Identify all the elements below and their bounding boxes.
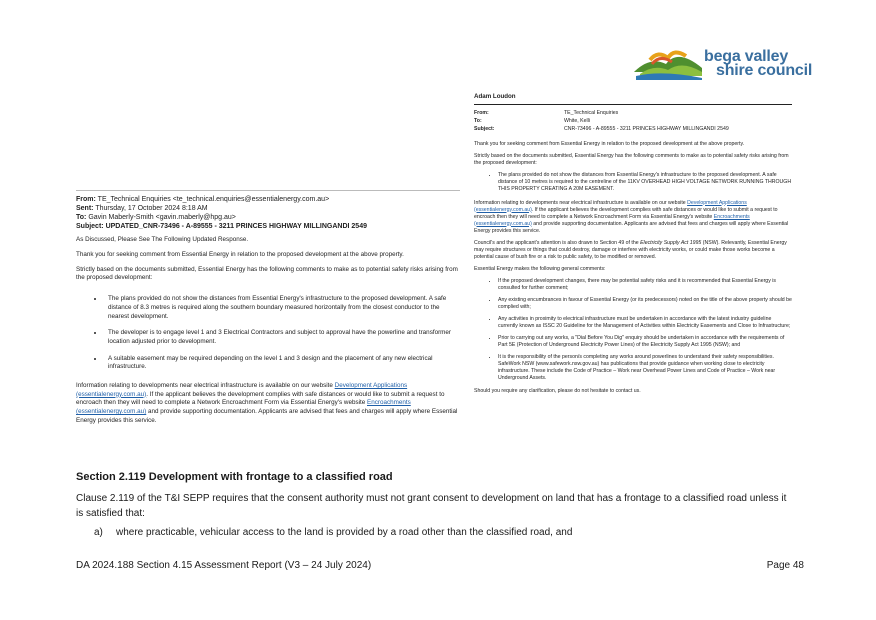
er-subject-label: Subject: [474, 126, 495, 133]
logo-text-line2: shire council [716, 62, 813, 79]
er-encroachments-link[interactable]: Encroachments (essentialenergy.com.au) [474, 213, 750, 227]
el-to-row [76, 213, 460, 222]
email-left-divider [76, 190, 460, 191]
er-from-value: TE_Technical Enquiries [564, 110, 619, 117]
er-info-mid: . If the applicant believes the development complies with safe distances or would like to submit a request to encroach then they will need to complete a Network Encroachment Form via Essential Energy's website [474, 206, 778, 220]
el-to-value: Gavin Maberly-Smith <gavin.maberly@hpg.au> [86, 214, 236, 222]
el-bullet: • The developer is to engage level 1 and 3 Electrical Contractors and subject to approval have the powerline and transformer location adjusted prior to development. [104, 329, 460, 346]
section-paragraph: Clause 2.119 of the T&I SEPP requires that the consent authority must not grant consent to development on land that has a frontage to a classified road unless it is satisfied that: [76, 493, 787, 519]
el-sent-row [76, 204, 460, 213]
email-right-header [474, 110, 792, 133]
el-sent-value: Thursday, 17 October 2024 8:18 AM [93, 205, 208, 213]
el-bullet-list [76, 295, 460, 372]
el-subject-value: UPDATED_CNR-73496 - A-89555 - 3211 PRINCES HIGHWAY MILLINGANDI 2549 [103, 223, 367, 231]
section-list-item [76, 527, 796, 538]
er-info-pre: Information relating to developments near electrical infrastructure is available on our website [474, 199, 688, 206]
el-para0: As Discussed, Please See The Following Updated Response. [76, 236, 249, 244]
el-from-value: TE_Technical Enquiries <te_technical.enquiries@essentialenergy.com.au> [95, 196, 330, 203]
email-left-header [76, 195, 460, 231]
el-development-applications-link[interactable]: Development Applications (essentialenergy.com.au) [76, 381, 408, 398]
el-para1: Thank you for seeking comment from Essential Energy in relation to the proposed development at the above property. [76, 251, 404, 259]
er-to-value: White, Kelli [564, 118, 590, 125]
el-info-post: and provide supporting documentation. Applicants are advised that fees and charges will apply where Essential Energy provides this service. [76, 408, 458, 424]
list-item-marker: a) [94, 527, 103, 538]
email-right-sender: Adam Loudon [474, 93, 792, 105]
er-general-item: • Any activities in proximity to electrical infrastructure must be undertaken in accordance with the latest industry guideline currently known as ISSC 20 Guideline for the Management of Activities within Electricity Easements and Close to Infrastructure; [498, 316, 792, 330]
er-closing: Should you require any clarification, please do not hesitate to contact us. [474, 387, 641, 394]
er-info-paragraph [474, 200, 792, 235]
email-left-panel [76, 190, 460, 431]
er-para1: Thank you for seeking comment from Essential Energy in relation to the proposed development at the above property. [474, 141, 745, 148]
council-logo [632, 38, 828, 88]
el-sent-label: Sent: [76, 205, 94, 213]
er-general-item: • If the proposed development changes, there may be potential safety risks and it is recommended that Essential Energy is consulted for further comment; [498, 278, 792, 292]
er-general-list [474, 278, 792, 382]
council-logo-graphic [632, 42, 704, 82]
er-council-paragraph [474, 240, 792, 261]
el-subject-row [76, 222, 460, 231]
er-development-applications-link[interactable]: Development Applications (essentialenergy.com.au) [474, 199, 747, 213]
el-bullet: • The plans provided do not show the distances from Essential Energy's infrastructure to the proposed development. A safe distance of 8.3 metres is required along the southern boundary measured horizontally from the closest conductor to the nearest development. [104, 295, 460, 321]
footer-document-title: DA 2024.188 Section 4.15 Assessment Report (V3 – 24 July 2024) [76, 560, 372, 571]
er-general-intro: Essential Energy makes the following general comments: [474, 265, 606, 272]
er-to-label: To: [474, 118, 482, 125]
el-para2: Strictly based on the documents submitted, Essential Energy has the following comments to make as to potential safety risks arising from the proposed development: [76, 265, 458, 282]
el-info-mid: . If the applicant believes the development complies with safe distances or would like to submit a request to encroach then they will need to complete a Network Encroachment Form via Essential Energy's website [76, 390, 445, 407]
er-council-pre: Council's and the applicant's attention is also drawn to Section 49 of the [474, 239, 641, 246]
er-subject-value: CNR-73496 - A-89555 - 3211 PRINCES HIGHWAY MILLINGANDI 2549 [564, 126, 729, 133]
el-from-label: From: [76, 196, 96, 203]
el-encroachments-link[interactable]: Encroachments (essentialenergy.com.au) [76, 399, 411, 415]
er-bullet1: • The plans provided do not show the distances from Essential Energy's infrastructure to the proposed development. A safe distance of 10 metres is required to the centreline of the 11KV OVERHEAD HIGH VOLTAGE NETWORK RUNNING THROUGH THIS PROPERTY CREATING A 20M EASEMENT. [498, 172, 792, 193]
el-from-row [76, 195, 460, 204]
er-info-post: and provide supporting documentation. Applicants are advised that fees and charges will apply where Essential Energy provides this service. [474, 220, 789, 234]
el-to-label: To: [76, 214, 87, 222]
el-bullet: • A suitable easement may be required depending on the level 1 and 3 design and the placement of any new electrical infrastructure. [104, 355, 460, 372]
er-para2: Strictly based on the documents submitted, Essential Energy has the following comments to make as to potential safety risks arising from the proposed development: [474, 153, 789, 167]
el-info-pre: Information relating to developments near electrical infrastructure is available on our website [76, 381, 335, 389]
er-general-item: • It is the responsibility of the person/s completing any works around powerlines to understand their safety responsibilities. SafeWork NSW (www.safework.nsw.gov.au) has publications that provide guidance when working close to electricity infrastructure. These include the Code of Practice – Work near Overhead Power Lines and Code of Practice – Work near Underground Assets. [498, 354, 792, 382]
er-general-item: • Any existing encumbrances in favour of Essential Energy (or its predecessors) noted on the title of the above property should be complied with; [498, 297, 792, 311]
er-general-item: • Prior to carrying out any works, a "Dial Before You Dig" enquiry should be undertaken in accordance with the requirements of Part 5E (Protection of Underground Electricity Power Lines) of the Electricity Supply Act 1995 (NSW); and [498, 335, 792, 349]
email-right-panel [474, 93, 792, 400]
er-from-label: From: [474, 110, 489, 117]
er-council-post: (NSW). Relevantly, Essential Energy may require structures or things that could destroy, damage or interfere with electricity works, or could make those works become a potential cause of bush fire or a risk to public safety, to be modified or removed. [474, 239, 787, 260]
er-bullet-list [474, 172, 792, 193]
list-item-text: where practicable, vehicular access to the land is provided by a road other than the classified road, and [116, 527, 573, 538]
er-council-act: Electricity Supply Act 1995 [640, 239, 702, 246]
logo-text-line1: bega valley [704, 48, 789, 65]
footer-page-number: Page 48 [766, 560, 804, 571]
section-heading: Section 2.119 Development with frontage to a classified road [76, 471, 393, 483]
el-info-paragraph [76, 382, 460, 425]
el-subject-label: Subject: [76, 223, 104, 231]
